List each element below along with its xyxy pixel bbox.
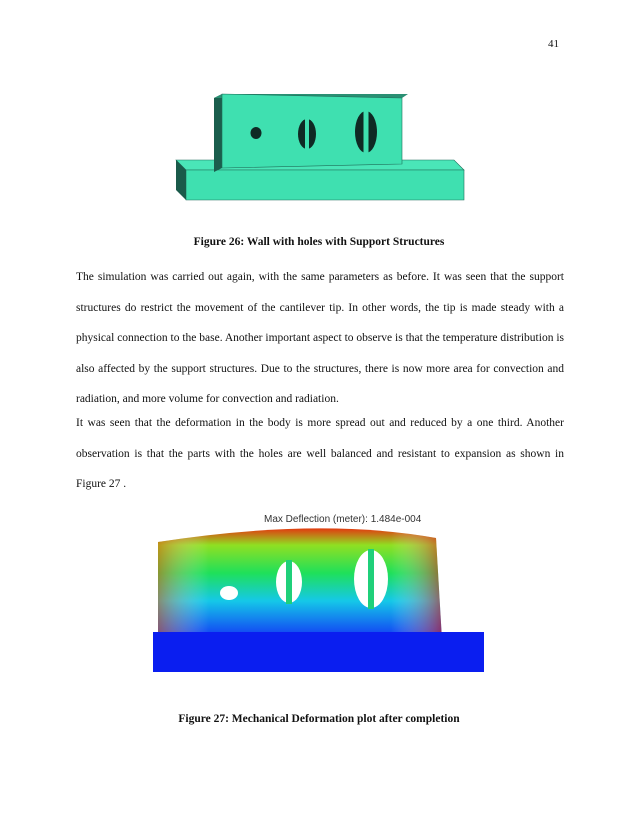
small-hole: [251, 127, 262, 139]
paragraph-2: It was seen that the deformation in the body is more spread out and reduced by a one third. Another observation is that the parts with the holes are well balanced and resistant to expansion as shown in Figure 27 .: [76, 417, 564, 490]
base-block: [153, 632, 484, 672]
figure-27-caption: Figure 27: Mechanical Deformation plot after completion: [178, 713, 460, 725]
figure-26-caption: Figure 26: Wall with holes with Support Structures: [193, 236, 445, 248]
base-front-face: [186, 170, 464, 200]
middle-hole-divider: [286, 560, 292, 604]
max-deflection-label: Max Deflection (meter): 1.484e-004: [264, 514, 422, 525]
figure-26-image: [170, 90, 470, 202]
large-hole-divider: [368, 549, 374, 609]
figure-27-image: [150, 512, 486, 676]
paragraph-1: The simulation was carried out again, with the same parameters as before. It was seen that the support structures do restrict the movement of the cantilever tip. In other words, the tip is made steady with a physical connection to the base. Another important aspect to observe is that the temperature distribution is also affected by the support structures. Due to the structures, there is now more area for convection and radiation, and more volume for convection and radiation.: [76, 271, 564, 405]
middle-hole-divider: [305, 119, 309, 149]
small-hole: [220, 586, 238, 600]
large-hole-divider: [364, 111, 369, 153]
page-number: 41: [548, 38, 559, 50]
wall-side-face: [214, 94, 222, 172]
